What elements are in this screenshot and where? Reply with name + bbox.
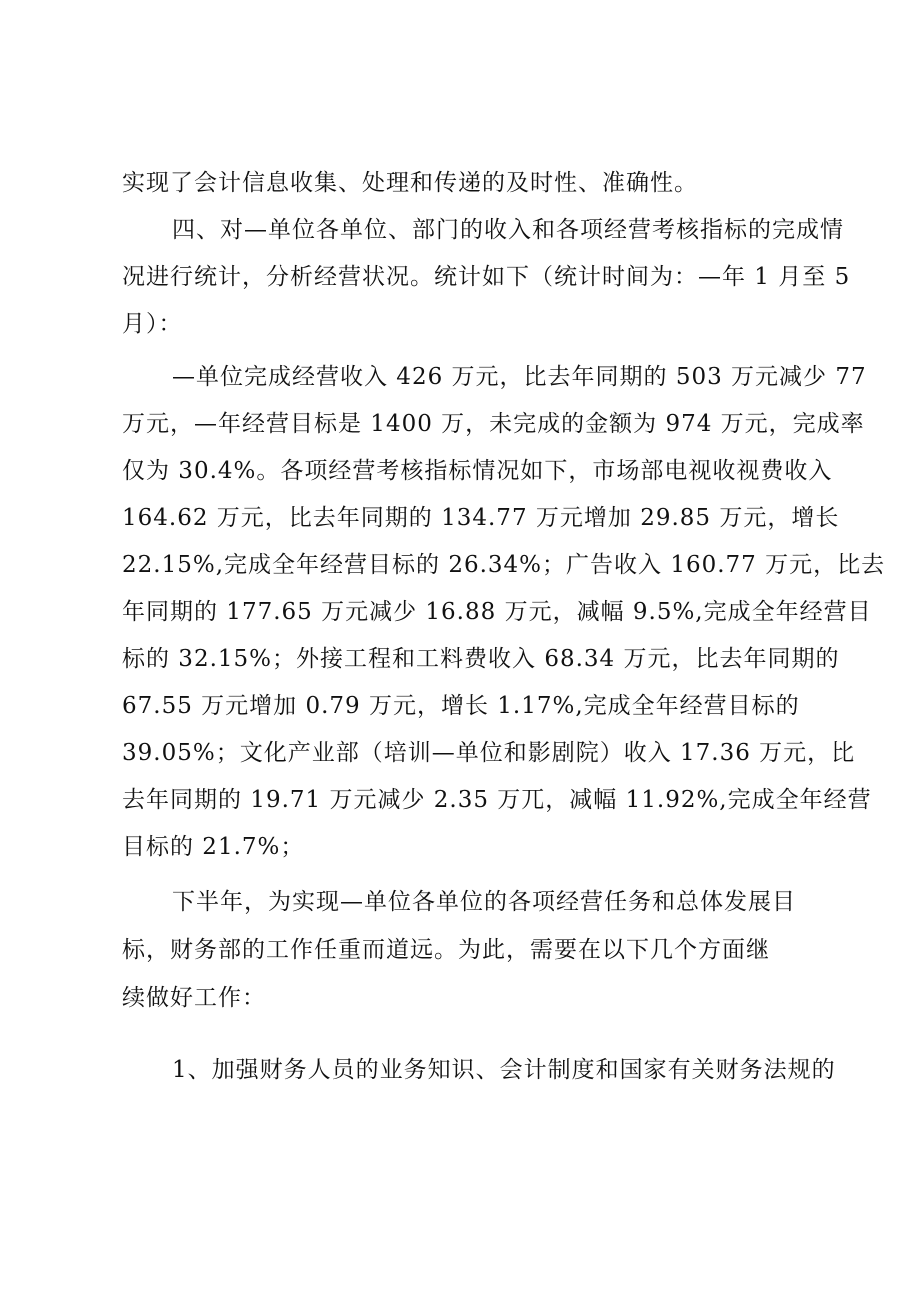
paragraph-line: —单位完成经营收入 426 万元，比去年同期的 503 万元减少 77 — [172, 364, 867, 390]
paragraph-line: 月）： — [122, 311, 183, 337]
paragraph-line: 实现了会计信息收集、处理和传递的及时性、准确性。 — [122, 170, 698, 196]
paragraph-line: 目标的 21.7%； — [122, 834, 305, 860]
paragraph-line: 四、对—单位各单位、部门的收入和各项经营考核指标的完成情 — [172, 217, 844, 243]
paragraph-line: 仅为 30.4%。各项经营考核指标情况如下，市场部电视收视费收入 — [122, 458, 833, 484]
paragraph-line: 22.15%,完成全年经营目标的 26.34%；广告收入 160.77 万元，比去 — [122, 552, 886, 578]
paragraph-line: 39.05%；文化产业部（培训—单位和影剧院）收入 17.36 万元，比 — [122, 740, 856, 766]
paragraph-line: 续做好工作： — [122, 985, 266, 1011]
paragraph-line: 164.62 万元，比去年同期的 134.77 万元增加 29.85 万元，增长 — [122, 505, 840, 531]
paragraph-line: 67.55 万元增加 0.79 万元，增长 1.17%,完成全年经营目标的 — [122, 693, 800, 719]
paragraph-line: 标，财务部的工作任重而道远。为此，需要在以下几个方面继 — [122, 937, 770, 963]
paragraph-line: 况进行统计，分析经营状况。统计如下（统计时间为：—年 1 月至 5 — [122, 264, 851, 290]
paragraph-line: 下半年，为实现—单位各单位的各项经营任务和总体发展目 — [172, 889, 796, 915]
paragraph-line: 1、加强财务人员的业务知识、会计制度和国家有关财务法规的 — [172, 1057, 836, 1083]
paragraph-line: 去年同期的 19.71 万元减少 2.35 万兀，减幅 11.92%,完成全年经营 — [122, 787, 872, 813]
paragraph-line: 年同期的 177.65 万元减少 16.88 万元，减幅 9.5%,完成全年经营目 — [122, 599, 872, 625]
paragraph-line: 万元，—年经营目标是 1400 万，未完成的金额为 974 万元，完成率 — [122, 411, 865, 437]
paragraph-line: 标的 32.15%；外接工程和工料费收入 68.34 万元，比去年同期的 — [122, 646, 840, 672]
